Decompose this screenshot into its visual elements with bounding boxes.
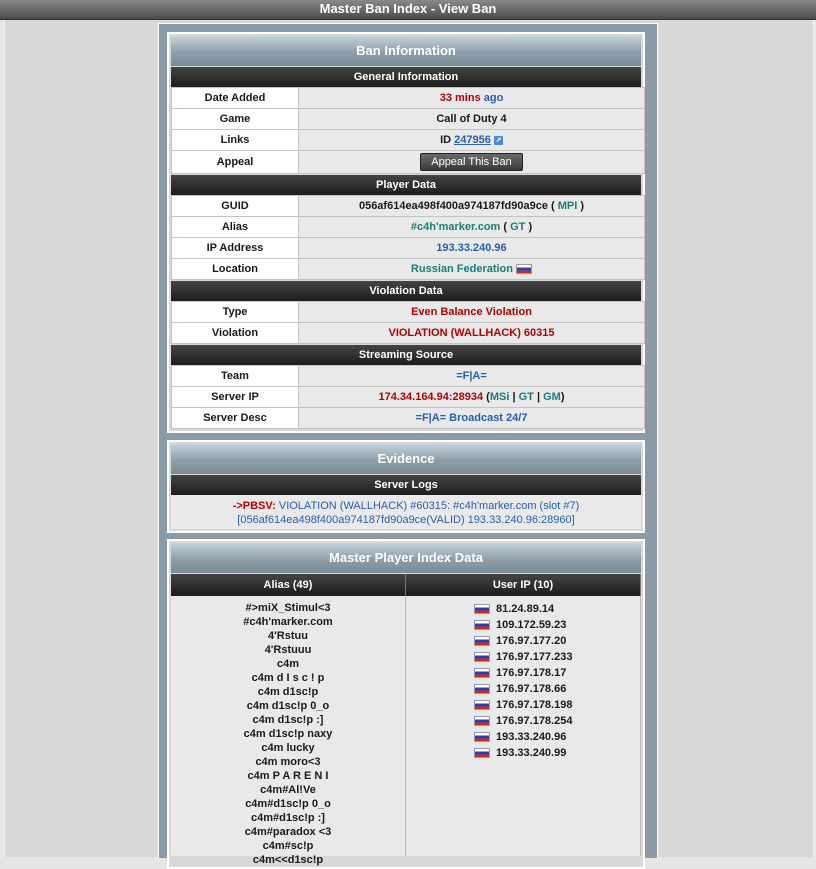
location-text: Russian Federation (410, 263, 513, 275)
gt-link[interactable]: GT (510, 221, 526, 233)
server-ip-label: Server IP (172, 387, 299, 408)
date-added-value (299, 88, 645, 109)
ip-item[interactable] (406, 713, 640, 729)
panel-title: Master Player Index Data (171, 543, 641, 573)
alias-item[interactable]: c4m d1sc!p :] (252, 714, 324, 726)
violation-data-table (171, 301, 645, 344)
panel-title: Ban Information (171, 36, 641, 66)
alias-item[interactable]: c4m d1sc!p (257, 686, 319, 698)
alias-item[interactable]: c4m d1sc!p naxy (243, 728, 333, 740)
alias-label: Alias (172, 217, 299, 238)
server-desc-value: =F|A= Broadcast 24/7 (299, 408, 645, 429)
ip-item[interactable] (406, 633, 640, 649)
main-container (158, 23, 658, 866)
ip-item[interactable] (406, 681, 640, 697)
alias-item[interactable]: c4m#Al!Ve (260, 784, 316, 796)
russia-flag-icon (474, 700, 490, 710)
ip-text: 176.97.178.254 (496, 715, 573, 727)
table-row (172, 109, 645, 130)
violation-label: Violation (172, 323, 299, 344)
type-value: Even Balance Violation (299, 302, 645, 323)
window-title: Master Ban Index - View Ban (0, 0, 816, 20)
log-line: VIOLATION (WALLHACK) #60315: #c4h'marker.com (slot #7) (278, 500, 580, 512)
guid-text: 056af614ea498f400a974187fd90a9ce (358, 200, 548, 212)
server-log-entry (171, 495, 641, 529)
alias-list (171, 596, 405, 867)
ip-text: 193.33.240.99 (496, 747, 567, 759)
ip-item[interactable] (406, 665, 640, 681)
russia-flag-icon (516, 264, 532, 274)
ip-item[interactable] (406, 729, 640, 745)
player-data-table (171, 195, 645, 280)
ip-text: 176.97.178.198 (496, 699, 573, 711)
table-row (172, 366, 645, 387)
master-player-index-panel (167, 539, 645, 869)
alias-item[interactable]: c4m d1sc!p 0_o (246, 700, 330, 712)
ip-item[interactable] (406, 697, 640, 713)
links-value (299, 130, 645, 151)
msi-link[interactable]: MSi (489, 391, 510, 403)
ip-item[interactable] (406, 601, 640, 617)
gt-server-link[interactable]: GT (518, 391, 534, 403)
russia-flag-icon (474, 684, 490, 694)
user-ip-column (406, 596, 641, 856)
log-prefix: ->PBSV: (232, 500, 276, 512)
alias-item[interactable]: 4'Rstuu (268, 630, 308, 642)
alias-column-header: Alias (49) (171, 574, 406, 596)
alias-item[interactable]: c4m#d1sc!p :] (251, 812, 325, 824)
section-heading: Player Data (171, 175, 641, 195)
server-ip-value: 174.34.164.94:28934 (MSi | GT | GM) (299, 387, 645, 408)
ip-item[interactable] (406, 745, 640, 761)
russia-flag-icon (474, 732, 490, 742)
alias-item[interactable]: c4m#d1sc!p 0_o (245, 798, 331, 810)
ip-item[interactable] (406, 617, 640, 633)
section-heading: Violation Data (171, 281, 641, 301)
violation-value: VIOLATION (WALLHACK) 60315 (299, 323, 645, 344)
ip-address-value[interactable]: 193.33.240.96 (299, 238, 645, 259)
streaming-source-table (171, 365, 645, 429)
location-label: Location (172, 259, 299, 280)
user-ip-column-header: User IP (10) (406, 574, 641, 596)
alias-item[interactable]: #c4h'marker.com (243, 616, 333, 628)
russia-flag-icon (474, 604, 490, 614)
table-row (172, 323, 645, 344)
gm-link[interactable]: GM (543, 391, 561, 403)
russia-flag-icon (474, 620, 490, 630)
russia-flag-icon (474, 652, 490, 662)
appeal-value (299, 151, 645, 174)
alias-column (171, 596, 406, 866)
ban-id-link[interactable]: 247956 (454, 134, 491, 146)
alias-text[interactable]: #c4h'marker.com (410, 221, 501, 233)
alias-item[interactable]: c4m lucky (261, 742, 315, 754)
section-heading: Streaming Source (171, 345, 641, 365)
panel-title: Evidence (171, 444, 641, 474)
ip-text: 176.97.178.17 (496, 667, 567, 679)
appeal-label: Appeal (172, 151, 299, 174)
ip-text: 109.172.59.23 (496, 619, 567, 631)
table-row (172, 259, 645, 280)
alias-value: #c4h'marker.com ( GT ) (299, 217, 645, 238)
ip-text: 81.24.89.14 (496, 603, 555, 615)
appeal-button[interactable]: Appeal This Ban (420, 153, 523, 171)
alias-item[interactable]: c4m moro<3 (255, 756, 321, 768)
date-added-time: 33 mins (439, 92, 481, 104)
ip-text: 176.97.177.20 (496, 635, 567, 647)
table-row (172, 387, 645, 408)
ip-item[interactable] (406, 649, 640, 665)
table-row (172, 130, 645, 151)
server-desc-label: Server Desc (172, 408, 299, 429)
table-row (172, 196, 645, 217)
alias-item[interactable]: #>miX_Stimul<3 (245, 602, 331, 614)
game-value: Call of Duty 4 (299, 109, 645, 130)
ip-list (406, 596, 640, 761)
team-value[interactable]: =F|A= (299, 366, 645, 387)
ip-address-label: IP Address (172, 238, 299, 259)
mpi-link[interactable]: MPI (557, 200, 578, 212)
date-added-label: Date Added (172, 88, 299, 109)
external-link-icon[interactable]: ↗ (495, 136, 502, 144)
alias-item[interactable]: c4m P A R E N I (247, 770, 329, 782)
alias-item[interactable]: c4m d I s c ! p (251, 672, 325, 684)
links-label: Links (172, 130, 299, 151)
table-row (172, 302, 645, 323)
general-info-table (171, 87, 645, 174)
team-label: Team (172, 366, 299, 387)
log-line: [056af614ea498f400a974187fd90a9ce(VALID) 193.33.240.96:28960] (237, 514, 575, 526)
alias-item[interactable]: c4m (276, 658, 300, 670)
section-heading: General Information (171, 67, 641, 87)
russia-flag-icon (474, 716, 490, 726)
location-value (299, 259, 645, 280)
table-row (172, 151, 645, 174)
ban-information-panel (167, 32, 645, 433)
section-heading: Server Logs (171, 475, 641, 495)
alias-item[interactable]: 4'Rstuuu (264, 644, 312, 656)
russia-flag-icon (474, 748, 490, 758)
ip-text: 176.97.178.66 (496, 683, 567, 695)
russia-flag-icon (474, 668, 490, 678)
ip-text: 193.33.240.96 (496, 731, 567, 743)
table-row (172, 88, 645, 109)
alias-item[interactable]: c4m#paradox <3 (244, 826, 332, 838)
russia-flag-icon (474, 636, 490, 646)
table-row (172, 408, 645, 429)
server-ip-text: 174.34.164.94:28934 (378, 391, 484, 403)
alias-item[interactable]: c4m#sc!p (262, 840, 314, 852)
table-row (172, 217, 645, 238)
alias-item[interactable]: c4m<<d1sc!p (252, 854, 324, 866)
evidence-panel (167, 440, 645, 533)
date-added-suffix: ago (483, 92, 504, 104)
guid-label: GUID (172, 196, 299, 217)
guid-value: 056af614ea498f400a974187fd90a9ce ( MPI ) (299, 196, 645, 217)
ip-text: 176.97.177.233 (496, 651, 573, 663)
links-prefix: ID (440, 134, 452, 146)
table-row (172, 238, 645, 259)
type-label: Type (172, 302, 299, 323)
game-label: Game (172, 109, 299, 130)
